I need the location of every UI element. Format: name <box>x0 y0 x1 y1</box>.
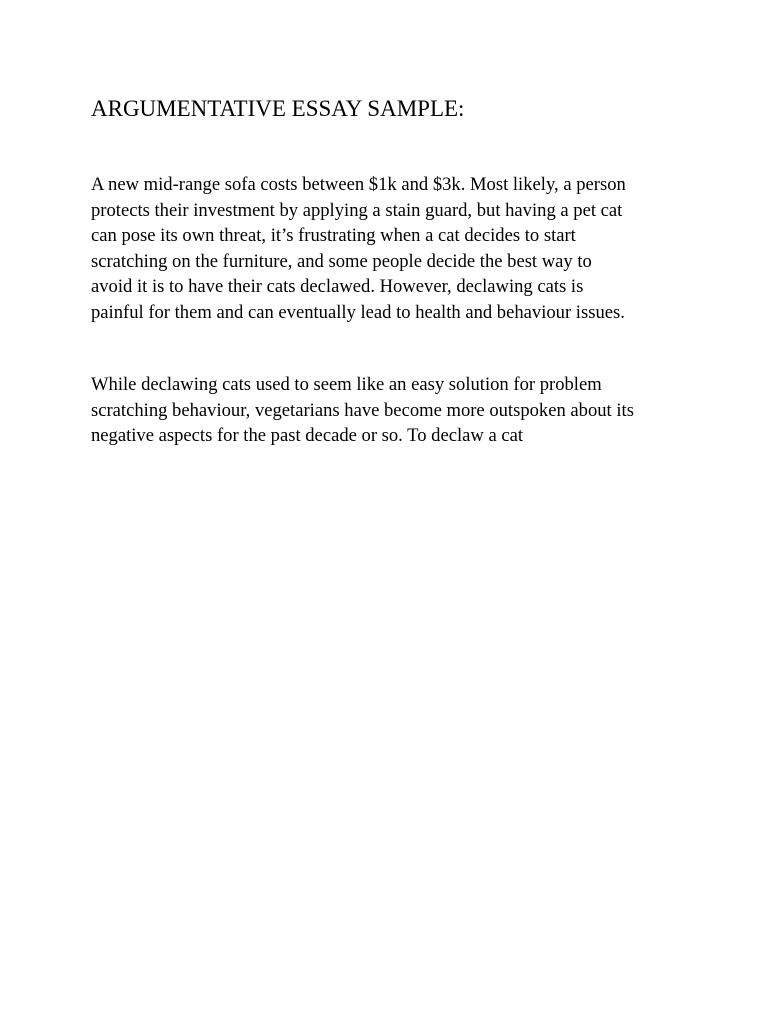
paragraph-line: scratching behaviour, vegetarians have become more outspoken about its <box>91 399 634 421</box>
paragraph-line: While declawing cats used to seem like an easy solution for problem <box>91 374 602 395</box>
paragraph-intro <box>91 172 626 325</box>
paragraph-line: A new mid-range sofa costs between $1k and $3k. Most likely, a person <box>91 174 626 195</box>
paragraph-line: painful for them and can eventually lead to health and behaviour issues. <box>91 301 625 323</box>
page-title: ARGUMENTATIVE ESSAY SAMPLE: <box>91 96 465 121</box>
paragraph-line: negative aspects for the past decade or so. To declaw a cat <box>91 425 524 446</box>
paragraph-body <box>91 372 634 449</box>
paragraph-line: protects their investment by applying a stain guard, but having a pet cat <box>91 199 623 221</box>
paragraph-line: avoid it is to have their cats declawed. However, declawing cats is <box>91 276 584 297</box>
paragraph-line: scratching on the furniture, and some people decide the best way to <box>91 250 592 272</box>
paragraph-line: can pose its own threat, it’s frustrating when a cat decides to start <box>91 225 576 246</box>
